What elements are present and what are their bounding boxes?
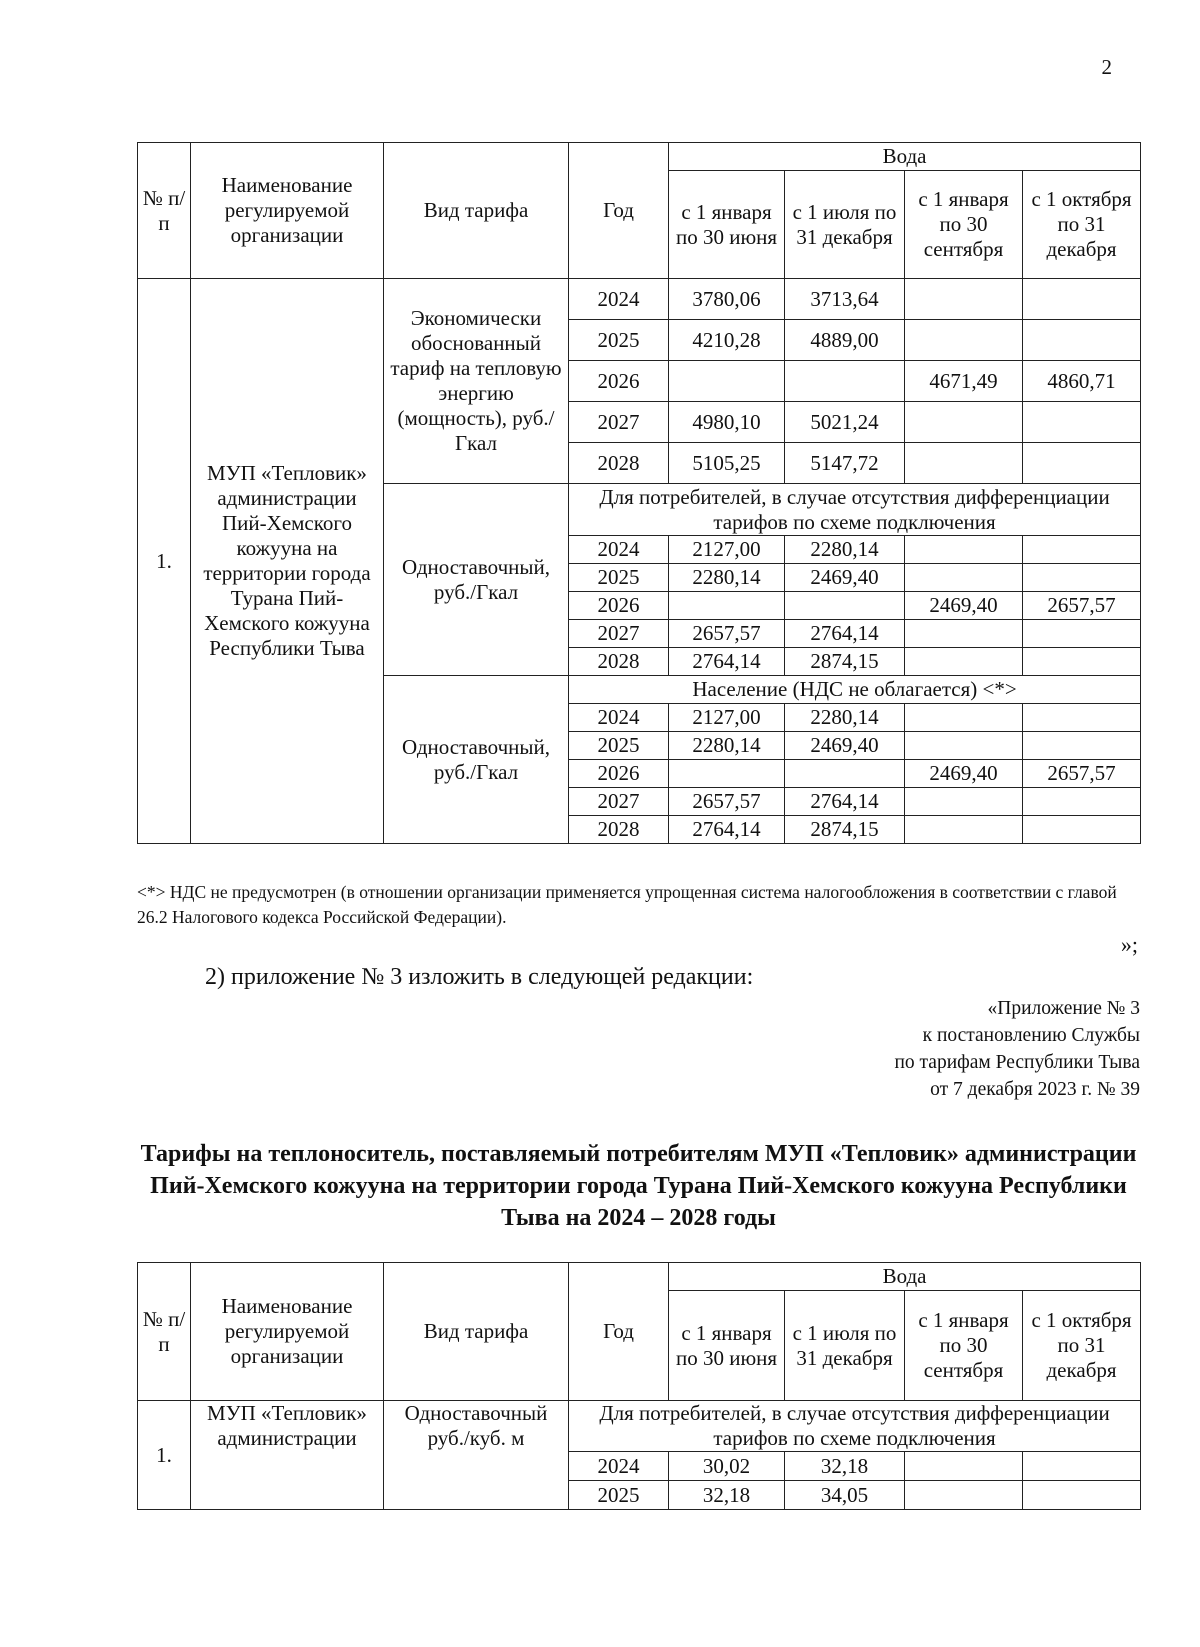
value-cell: 2280,14 xyxy=(669,564,785,592)
value-cell xyxy=(1023,704,1141,732)
value-cell: 5105,25 xyxy=(669,443,785,484)
value-cell: 32,18 xyxy=(669,1481,785,1510)
year-cell: 2028 xyxy=(569,648,669,676)
value-cell xyxy=(669,592,785,620)
value-cell xyxy=(1023,443,1141,484)
value-cell: 3713,64 xyxy=(785,279,905,320)
header-period-1: с 1 января по 30 июня xyxy=(669,1291,785,1401)
year-cell: 2026 xyxy=(569,361,669,402)
value-cell: 4980,10 xyxy=(669,402,785,443)
value-cell xyxy=(1023,648,1141,676)
year-cell: 2025 xyxy=(569,732,669,760)
value-cell: 2874,15 xyxy=(785,648,905,676)
year-cell: 2026 xyxy=(569,592,669,620)
value-cell: 2280,14 xyxy=(785,704,905,732)
row-number: 1. xyxy=(138,1401,191,1510)
value-cell xyxy=(905,279,1023,320)
year-cell: 2024 xyxy=(569,1452,669,1481)
value-cell xyxy=(905,402,1023,443)
year-cell: 2025 xyxy=(569,320,669,361)
header-org: Наименование регулируемой организации xyxy=(191,1263,384,1401)
header-period-2: с 1 июля по 31 декабря xyxy=(785,171,905,279)
value-cell: 4860,71 xyxy=(1023,361,1141,402)
header-org: Наименование регулируемой организации xyxy=(191,143,384,279)
tariff-label: Одноставочный руб./куб. м xyxy=(384,1401,569,1510)
heat-energy-tariff-table xyxy=(137,142,1141,844)
organization-name: МУП «Тепловик» администрации xyxy=(191,1401,384,1510)
value-cell xyxy=(669,760,785,788)
value-cell xyxy=(785,760,905,788)
year-cell: 2024 xyxy=(569,704,669,732)
year-cell: 2027 xyxy=(569,620,669,648)
value-cell: 5021,24 xyxy=(785,402,905,443)
value-cell: 2469,40 xyxy=(905,760,1023,788)
appendix-line: «Приложение № 3 xyxy=(987,998,1140,1019)
header-year: Год xyxy=(569,143,669,279)
header-num: № п/п xyxy=(138,1263,191,1401)
value-cell: 2764,14 xyxy=(785,620,905,648)
year-cell: 2028 xyxy=(569,443,669,484)
header-num: № п/п xyxy=(138,143,191,279)
value-cell: 32,18 xyxy=(785,1452,905,1481)
value-cell: 2127,00 xyxy=(669,536,785,564)
value-cell xyxy=(905,536,1023,564)
appendix-line: от 7 декабря 2023 г. № 39 xyxy=(930,1079,1140,1100)
appendix-line: к постановлению Службы xyxy=(922,1025,1140,1046)
value-cell xyxy=(1023,536,1141,564)
closing-quote: »; xyxy=(1120,932,1138,957)
year-cell: 2027 xyxy=(569,402,669,443)
vat-footnote: <*> НДС не предусмотрен (в отношении организации применяется упрощенная система налогообложения в соответствии с главой 26.2 Налогового кодекса Российской Федерации). xyxy=(137,882,1117,927)
population-tariff-label: Одноставочный, руб./Гкал xyxy=(384,676,569,844)
year-cell: 2025 xyxy=(569,1481,669,1510)
value-cell: 4671,49 xyxy=(905,361,1023,402)
value-cell: 2657,57 xyxy=(669,620,785,648)
value-cell xyxy=(669,361,785,402)
appendix-line: по тарифам Республики Тыва xyxy=(894,1052,1140,1073)
value-cell: 2469,40 xyxy=(905,592,1023,620)
consumers-tariff-label: Одноставочный, руб./Гкал xyxy=(384,484,569,676)
value-cell xyxy=(1023,1481,1141,1510)
page-number: 2 xyxy=(1101,55,1112,79)
document-title: Тарифы на теплоноситель, поставляемый потребителям МУП «Тепловик» администрации Пий-Хемского кожууна на территории города Турана Пий-Хемского кожууна Республики Тыва на 2024 – 2028 годы xyxy=(140,1141,1137,1231)
value-cell xyxy=(1023,620,1141,648)
header-period-3: с 1 января по 30 сентября xyxy=(905,1291,1023,1401)
value-cell: 2764,14 xyxy=(669,816,785,844)
value-cell xyxy=(905,788,1023,816)
value-cell xyxy=(1023,279,1141,320)
year-cell: 2024 xyxy=(569,279,669,320)
heat-carrier-tariff-table xyxy=(137,1262,1141,1510)
value-cell xyxy=(1023,1452,1141,1481)
value-cell xyxy=(905,816,1023,844)
header-tariff-type: Вид тарифа xyxy=(384,143,569,279)
value-cell: 2469,40 xyxy=(785,564,905,592)
value-cell xyxy=(905,648,1023,676)
value-cell xyxy=(905,443,1023,484)
value-cell: 34,05 xyxy=(785,1481,905,1510)
value-cell xyxy=(905,620,1023,648)
header-period-4: с 1 октября по 31 декабря xyxy=(1023,171,1141,279)
value-cell: 2657,57 xyxy=(669,788,785,816)
econ-tariff-label: Экономически обоснованный тариф на тепловую энергию (мощность), руб./Гкал xyxy=(384,279,569,484)
value-cell xyxy=(905,564,1023,592)
header-year: Год xyxy=(569,1263,669,1401)
value-cell xyxy=(1023,402,1141,443)
value-cell xyxy=(905,1452,1023,1481)
value-cell xyxy=(785,361,905,402)
value-cell xyxy=(905,1481,1023,1510)
consumers-section-header: Для потребителей, в случае отсутствия дифференциации тарифов по схеме подключения xyxy=(569,1401,1141,1452)
value-cell xyxy=(785,592,905,620)
organization-name: МУП «Тепловик» администрации Пий-Хемского кожууна на территории города Турана Пий-Хемского кожууна Республики Тыва xyxy=(191,279,384,844)
year-cell: 2026 xyxy=(569,760,669,788)
value-cell: 2280,14 xyxy=(785,536,905,564)
value-cell xyxy=(1023,564,1141,592)
header-tariff-type: Вид тарифа xyxy=(384,1263,569,1401)
row-number: 1. xyxy=(138,279,191,844)
value-cell: 2657,57 xyxy=(1023,592,1141,620)
year-cell: 2025 xyxy=(569,564,669,592)
value-cell: 3780,06 xyxy=(669,279,785,320)
header-water: Вода xyxy=(669,1263,1141,1291)
year-cell: 2027 xyxy=(569,788,669,816)
table-row xyxy=(138,279,1141,320)
header-water: Вода xyxy=(669,143,1141,171)
value-cell: 2469,40 xyxy=(785,732,905,760)
value-cell xyxy=(1023,816,1141,844)
year-cell: 2028 xyxy=(569,816,669,844)
value-cell xyxy=(905,732,1023,760)
value-cell: 4889,00 xyxy=(785,320,905,361)
value-cell: 4210,28 xyxy=(669,320,785,361)
value-cell: 5147,72 xyxy=(785,443,905,484)
value-cell xyxy=(1023,788,1141,816)
header-period-2: с 1 июля по 31 декабря xyxy=(785,1291,905,1401)
value-cell: 2280,14 xyxy=(669,732,785,760)
header-period-4: с 1 октября по 31 декабря xyxy=(1023,1291,1141,1401)
header-period-1: с 1 января по 30 июня xyxy=(669,171,785,279)
value-cell xyxy=(905,320,1023,361)
header-period-3: с 1 января по 30 сентября xyxy=(905,171,1023,279)
amendment-item-2: 2) приложение № 3 изложить в следующей редакции: xyxy=(205,964,754,990)
value-cell xyxy=(905,704,1023,732)
value-cell xyxy=(1023,320,1141,361)
value-cell: 2874,15 xyxy=(785,816,905,844)
value-cell xyxy=(1023,732,1141,760)
value-cell: 2764,14 xyxy=(785,788,905,816)
consumers-section-header: Для потребителей, в случае отсутствия дифференциации тарифов по схеме подключения xyxy=(569,484,1141,536)
value-cell: 30,02 xyxy=(669,1452,785,1481)
population-section-header: Население (НДС не облагается) <*> xyxy=(569,676,1141,704)
year-cell: 2024 xyxy=(569,536,669,564)
value-cell: 2657,57 xyxy=(1023,760,1141,788)
appendix-reference xyxy=(640,995,1140,1103)
value-cell: 2127,00 xyxy=(669,704,785,732)
value-cell: 2764,14 xyxy=(669,648,785,676)
